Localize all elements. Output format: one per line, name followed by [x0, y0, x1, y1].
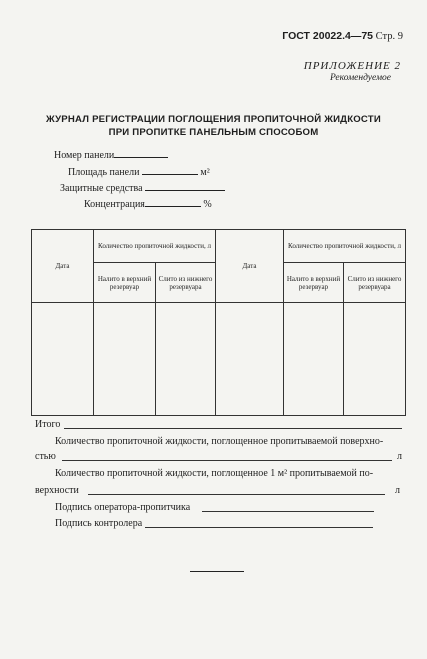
operator-sign-blank[interactable] [202, 511, 374, 512]
journal-table [31, 229, 406, 416]
date-header-right: Дата [216, 230, 284, 303]
panel-number-label: Номер панели [54, 150, 115, 161]
operator-sign-label: Подпись оператора-пропитчика [55, 502, 191, 513]
protective-field [60, 181, 225, 194]
protective-label: Защитные средства [60, 183, 143, 194]
concentration-label: Концентрация [84, 199, 145, 210]
area-field [68, 165, 210, 178]
absorbed-m2-unit: л [395, 485, 400, 496]
date-cell-right[interactable] [216, 303, 284, 416]
absorbed-surface-text-2: стью [35, 451, 56, 462]
absorbed-surface-text-1: Количество пропиточной жидкости, поглощенное пропитываемой поверхно- [55, 436, 384, 447]
end-rule [190, 571, 244, 572]
journal-title [0, 113, 427, 139]
area-blank[interactable] [142, 165, 198, 175]
appendix-title: ПРИЛОЖЕНИЕ 2 [303, 60, 401, 72]
absorbed-surface-blank[interactable] [62, 460, 392, 461]
appendix-subtitle: Рекомендуемое [329, 73, 391, 83]
absorbed-m2-blank[interactable] [88, 494, 385, 495]
concentration-field [84, 197, 212, 210]
total-blank[interactable] [64, 428, 402, 429]
quantity-header-left: Количество пропиточной жидкости, л [94, 230, 216, 263]
page-number: Стр. 9 [375, 31, 403, 42]
absorbed-m2-text-1: Количество пропиточной жидкости, поглощенное 1 м² пропитываемой по- [55, 468, 374, 479]
area-unit: м² [200, 167, 210, 178]
panel-number-blank[interactable] [114, 148, 168, 158]
total-label: Итого [35, 419, 61, 430]
journal-title-line-2: ПРИ ПРОПИТКЕ ПАНЕЛЬНЫМ СПОСОБОМ [108, 127, 319, 138]
date-header-left: Дата [32, 230, 94, 303]
quantity-header-right: Количество пропиточной жидкости, л [284, 230, 406, 263]
area-label: Площадь панели [68, 167, 140, 178]
drained-header-right: Слито из нижнего резервуара [344, 263, 406, 303]
poured-in-cell-left[interactable] [94, 303, 156, 416]
journal-title-line-1: ЖУРНАЛ РЕГИСТРАЦИИ ПОГЛОЩЕНИЯ ПРОПИТОЧНОЙ ЖИДКОСТИ [46, 114, 381, 125]
drained-cell-left[interactable] [156, 303, 216, 416]
poured-in-header-right: Налито в верхний резервуар [284, 263, 344, 303]
panel-number-field [54, 148, 168, 161]
date-cell-left[interactable] [32, 303, 94, 416]
absorbed-surface-unit: л [397, 451, 402, 462]
concentration-unit: % [203, 199, 212, 210]
drained-header-left: Слито из нижнего резервуара [156, 263, 216, 303]
table-row [32, 303, 406, 416]
poured-in-cell-right[interactable] [284, 303, 344, 416]
concentration-blank[interactable] [145, 197, 201, 207]
poured-in-header-left: Налито в верхний резервуар [94, 263, 156, 303]
controller-sign-label: Подпись контролера [55, 518, 143, 529]
drained-cell-right[interactable] [344, 303, 406, 416]
page-header [282, 30, 403, 42]
absorbed-m2-text-2: верхности [35, 485, 79, 496]
controller-sign-blank[interactable] [145, 527, 373, 528]
protective-blank[interactable] [145, 181, 225, 191]
standard-number: ГОСТ 20022.4—75 [282, 30, 374, 42]
